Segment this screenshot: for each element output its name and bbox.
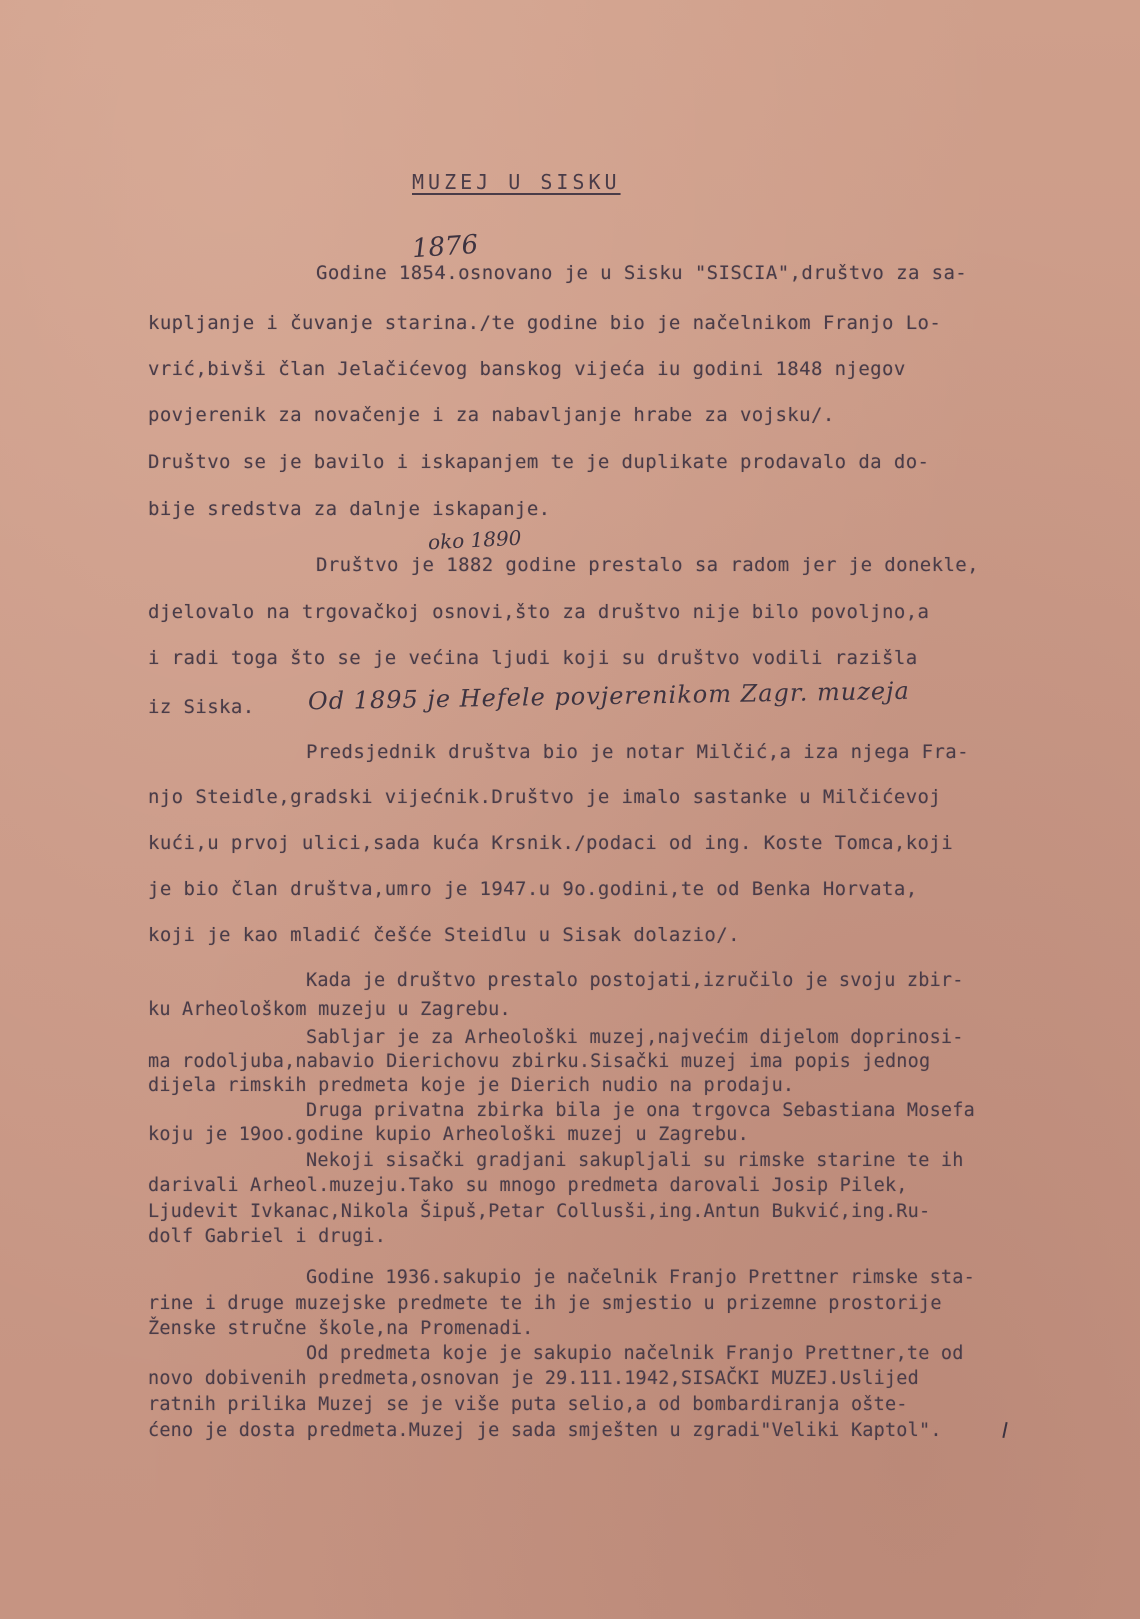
handwritten-note-1895: Od 1895 je Hefele povjerenikom Zagr. muzeja [307,676,911,716]
text-line: Društvo je 1882 godine prestalo sa radom jer je donekle, [316,554,979,576]
text-line: Godine 1936.sakupio je načelnik Franjo Prettner rimske sta- [306,1267,975,1288]
text-line: rine i druge muzejske predmete te ih je smjestio u prizemne prostorije [148,1293,942,1314]
text-line: kupljanje i čuvanje starina./te godine bio je načelnikom Franjo Lo- [148,312,942,334]
text-line: Druga privatna zbirka bila je ona trgovca Sebastiana Mosefa [306,1100,975,1121]
text-line: Godine 1854.osnovano je u Sisku "SISCIA",društvo za sa- [316,262,968,284]
text-line: ratnih prilika Muzej se je više puta selio,a od bombardiranja ošte- [148,1394,908,1415]
text-line: vrić,bivši član Jelačićevog banskog vijeća iu godini 1848 njegov [148,358,906,380]
text-line: koju je 19oo.godine kupio Arheološki muzej u Zagrebu. [148,1124,749,1145]
text-line: kući,u prvoj ulici,sada kuća Krsnik./podaci od ing. Koste Tomca,koji [148,832,954,854]
text-line: bije sredstva za dalnje iskapanje. [148,498,551,520]
text-line: Predsjednik društva bio je notar Milčić,a iza njega Fra- [306,741,969,763]
text-line: Ljudevit Ivkanac,Nikola Šipuš,Petar Collusši,ing.Antun Bukvić,ing.Ru- [148,1201,931,1222]
text-line: i radi toga što se je većina ljudi koji su društvo vodili razišla [148,647,918,669]
text-line: dijela rimskih predmeta koje je Dierich nudio na prodaju. [148,1075,795,1096]
text-line: djelovalo na trgovačkoj osnovi,što za društvo nije bilo povoljno,a [148,601,930,623]
text-line: ma rodoljuba,nabavio Dierichovu zbirku.Sisački muzej ima popis jednog [148,1051,931,1072]
text-line: dolf Gabriel i drugi. [148,1226,387,1247]
text-line: njo Steidle,gradski vijećnik.Društvo je imalo sastanke u Milčićevoj [148,786,942,808]
text-line: Sabljar je za Arheološki muzej,najvećim dijelom doprinosi- [306,1027,964,1048]
handwritten-year-1876: 1876 [411,229,480,265]
text-line: je bio član društva,umro je 1947.u 9o.godini,te od Benka Horvata, [148,878,918,900]
text-line: ćeno je dosta predmeta.Muzej je sada smješten u zgradi"Veliki Kaptol". [148,1420,942,1441]
text-line: povjerenik za novačenje i za nabavljanje hrabe za vojsku/. [148,404,835,426]
text-line: darivali Arheol.muzeju.Tako su mnogo predmeta darovali Josip Pilek, [148,1175,908,1196]
text-line: Ženske stručne škole,na Promenadi. [148,1318,534,1339]
text-line: novo dobivenih predmeta,osnovan je 29.111.1942,SISAČKI MUZEJ.Uslijed [148,1368,919,1389]
text-line: Društvo se je bavilo i iskapanjem te je duplikate prodavalo da do- [148,451,930,473]
handwritten-circa-1890: oko 1890 [427,525,523,555]
document-title: MUZEJ U SISKU [412,170,621,194]
pen-mark [1002,1422,1007,1438]
text-line: Od predmeta koje je sakupio načelnik Franjo Prettner,te od [306,1343,964,1364]
text-line: iz Siska. [148,696,255,718]
text-line: Nekoji sisački gradjani sakupljali su rimske starine te ih [306,1150,964,1171]
text-line: koji je kao mladić češće Steidlu u Sisak dolazio/. [148,924,740,946]
text-line: Kada je društvo prestalo postojati,izručilo je svoju zbir- [306,970,964,991]
text-line: ku Arheološkom muzeju u Zagrebu. [148,999,511,1020]
